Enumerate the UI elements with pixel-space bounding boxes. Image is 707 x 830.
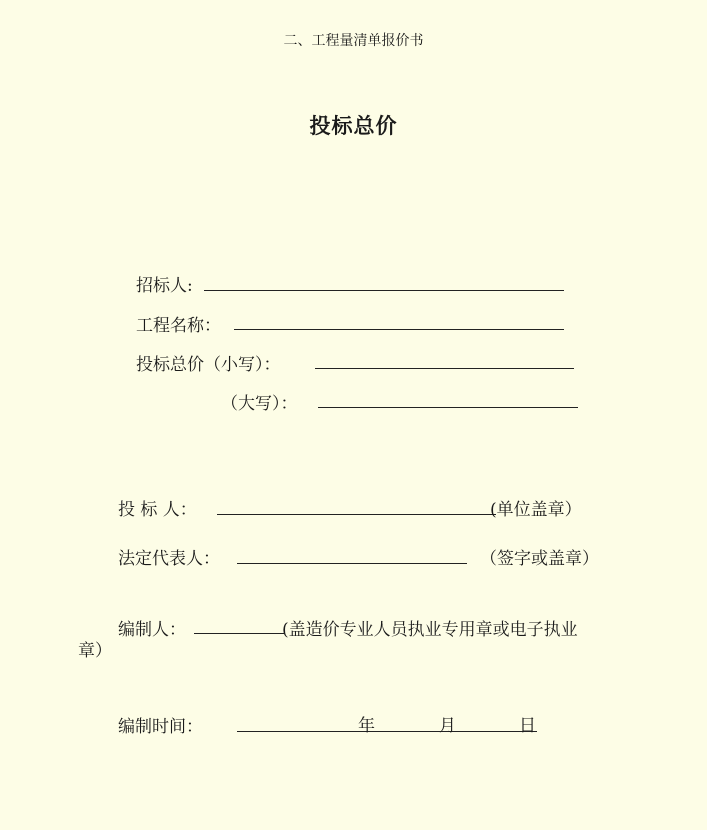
compiler-field[interactable]: [194, 633, 284, 634]
compiler-note-line1: (盖造价专业人员执业专用章或电子执业: [282, 620, 578, 640]
month-label: 月: [439, 716, 456, 736]
total-price-small-field[interactable]: [315, 368, 574, 369]
legal-rep-label: 法定代表人：: [118, 549, 220, 569]
document-header: 二、工程量清单报价书: [283, 33, 424, 49]
compile-time-field[interactable]: [237, 731, 537, 732]
legal-rep-field[interactable]: [237, 563, 467, 564]
bidder-note: (单位盖章）: [490, 500, 582, 520]
project-name-label: 工程名称：: [136, 316, 221, 336]
compile-time-label: 编制时间：: [118, 717, 203, 737]
compiler-label: 编制人：: [118, 620, 186, 640]
tenderee-label: 招标人:: [136, 276, 193, 296]
project-name-field[interactable]: [234, 329, 564, 330]
page-title: 投标总价: [309, 114, 398, 138]
day-label: 日: [519, 716, 536, 736]
total-price-large-label: （大写）：: [221, 394, 298, 414]
year-label: 年: [358, 716, 375, 736]
bidder-label: 投 标 人：: [118, 500, 197, 520]
total-price-small-label: 投标总价（小写）：: [136, 355, 281, 375]
compiler-note-line2: 章）: [78, 641, 112, 661]
total-price-large-field[interactable]: [318, 407, 578, 408]
bidder-field[interactable]: [217, 514, 496, 515]
legal-rep-note: （签字或盖章）: [480, 549, 599, 569]
tenderee-field[interactable]: [204, 290, 564, 291]
